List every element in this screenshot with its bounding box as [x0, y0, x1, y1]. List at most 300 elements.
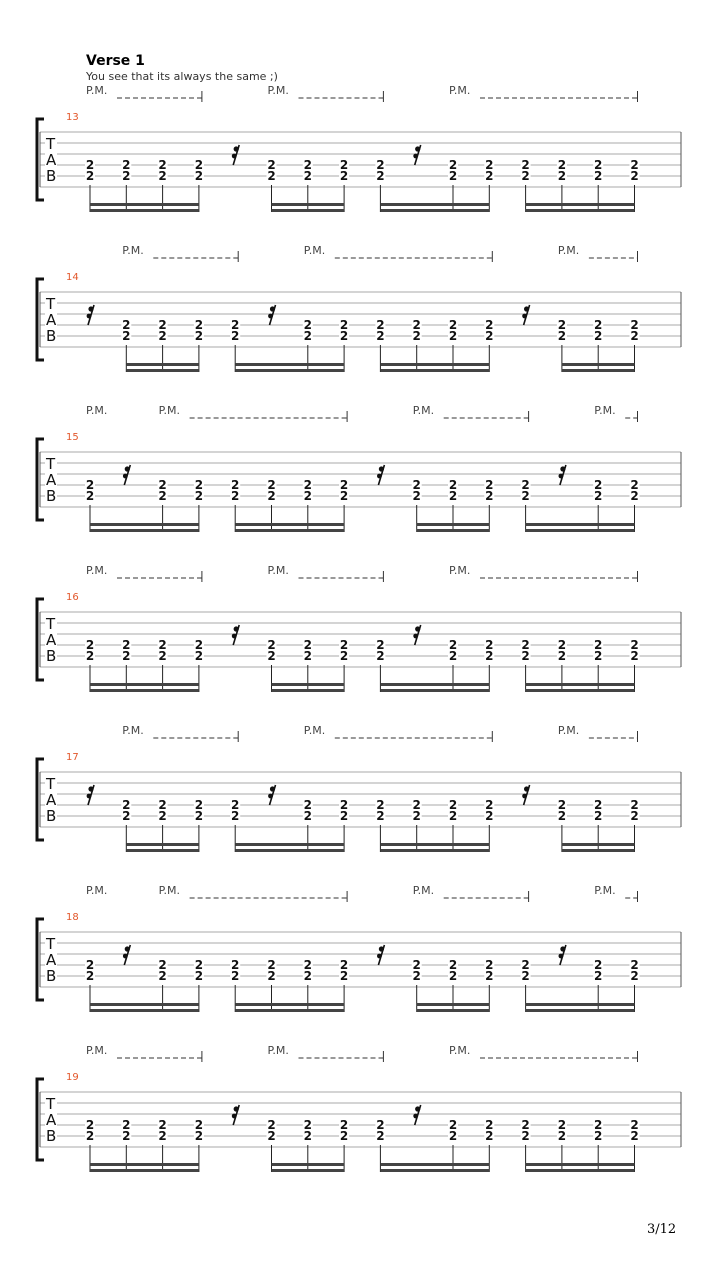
fret-number: 2 [485, 318, 494, 332]
fret-number: 2 [448, 158, 458, 172]
tab-clef-letter: T [46, 935, 56, 953]
beam [235, 529, 344, 532]
rest-icon [123, 474, 128, 479]
measure-number: 19 [66, 1072, 79, 1083]
section-title: Verse 1 [86, 53, 145, 69]
beam [526, 689, 635, 692]
beam [272, 209, 345, 212]
fret-number: 2 [448, 489, 458, 503]
fret-number: 2 [485, 649, 494, 663]
fret-number: 2 [303, 649, 312, 663]
fret-number: 2 [339, 1118, 349, 1132]
beam [380, 689, 489, 692]
measure-number: 16 [66, 592, 79, 603]
rest-icon [559, 954, 564, 959]
fret-number: 2 [158, 1129, 167, 1143]
beam [526, 1009, 635, 1012]
rest-icon [268, 314, 273, 319]
rest-icon [232, 154, 237, 159]
fret-number: 2 [303, 478, 312, 492]
rest-icon [125, 946, 130, 951]
rest-icon [234, 1106, 239, 1111]
rest-icon [232, 634, 237, 639]
tab-clef-letter: T [46, 455, 56, 473]
palm-mute-label: P.M. [122, 724, 144, 737]
fret-number: 2 [448, 318, 458, 332]
beam [235, 843, 344, 846]
fret-number: 2 [630, 649, 639, 663]
fret-number: 2 [630, 1129, 639, 1143]
fret-number: 2 [158, 638, 167, 652]
tab-clef-letter: B [46, 807, 57, 825]
palm-mute-label: P.M. [158, 884, 181, 897]
tab-clef-letter: B [46, 647, 57, 665]
fret-number: 2 [630, 1118, 639, 1132]
rest-icon [522, 314, 527, 319]
beam [562, 849, 635, 852]
beam [90, 689, 199, 692]
fret-number: 2 [376, 638, 385, 652]
fret-number: 2 [594, 809, 603, 823]
fret-number: 2 [122, 809, 131, 823]
beam [235, 1003, 344, 1006]
fret-number: 2 [339, 638, 349, 652]
rest-icon [413, 634, 418, 639]
fret-number: 2 [267, 958, 276, 972]
fret-number: 2 [194, 489, 204, 503]
beam [272, 689, 345, 692]
rest-icon [270, 306, 275, 311]
fret-number: 2 [267, 489, 276, 503]
beam [90, 523, 199, 526]
fret-number: 2 [85, 1129, 95, 1143]
fret-number: 2 [122, 158, 131, 172]
fret-number: 2 [521, 489, 530, 503]
beam [235, 369, 344, 372]
beam [235, 849, 344, 852]
fret-number: 2 [412, 809, 421, 823]
fret-number: 2 [521, 638, 530, 652]
beam [90, 1003, 199, 1006]
fret-number: 2 [303, 489, 312, 503]
fret-number: 2 [339, 489, 349, 503]
measure-number: 15 [66, 432, 79, 443]
beam [417, 1009, 490, 1012]
fret-number: 2 [594, 489, 603, 503]
fret-number: 2 [158, 478, 167, 492]
fret-number: 2 [194, 809, 204, 823]
fret-number: 2 [231, 809, 240, 823]
rest-icon [524, 786, 529, 791]
beam [380, 209, 489, 212]
fret-number: 2 [339, 169, 349, 183]
tab-clef-letter: B [46, 967, 57, 985]
fret-number: 2 [376, 1118, 385, 1132]
tab-clef-letter: A [46, 1111, 57, 1129]
fret-number: 2 [85, 958, 95, 972]
fret-number: 2 [194, 318, 204, 332]
fret-number: 2 [594, 969, 603, 983]
fret-number: 2 [557, 329, 567, 343]
fret-number: 2 [485, 489, 494, 503]
fret-number: 2 [158, 158, 167, 172]
beam [90, 1009, 199, 1012]
fret-number: 2 [339, 958, 349, 972]
tab-clef-letter: A [46, 631, 57, 649]
fret-number: 2 [231, 478, 240, 492]
palm-mute-label: P.M. [122, 244, 144, 257]
beam [126, 363, 199, 366]
fret-number: 2 [85, 638, 95, 652]
beam [380, 849, 489, 852]
rest-icon [415, 1106, 420, 1111]
fret-number: 2 [557, 318, 567, 332]
fret-number: 2 [158, 169, 167, 183]
fret-number: 2 [521, 478, 530, 492]
tab-clef-letter: A [46, 951, 57, 969]
tab-clef-letter: B [46, 327, 57, 345]
measure-number: 13 [66, 112, 79, 123]
fret-number: 2 [630, 478, 639, 492]
fret-number: 2 [267, 649, 276, 663]
beam [90, 1163, 199, 1166]
fret-number: 2 [521, 649, 530, 663]
fret-number: 2 [448, 649, 458, 663]
fret-number: 2 [231, 798, 240, 812]
measure-number: 18 [66, 912, 79, 923]
fret-number: 2 [485, 638, 494, 652]
beam [272, 683, 345, 686]
beam [380, 203, 489, 206]
measure-number: 17 [66, 752, 79, 763]
fret-number: 2 [85, 158, 95, 172]
fret-number: 2 [448, 638, 458, 652]
rest-icon [88, 786, 93, 791]
fret-number: 2 [339, 649, 349, 663]
fret-number: 2 [594, 318, 603, 332]
beam [126, 843, 199, 846]
rest-icon [87, 794, 92, 799]
fret-number: 2 [630, 798, 639, 812]
beam [417, 529, 490, 532]
rest-icon [232, 1114, 237, 1119]
fret-number: 2 [267, 1129, 276, 1143]
fret-number: 2 [630, 169, 639, 183]
fret-number: 2 [557, 1129, 567, 1143]
rest-icon [87, 314, 92, 319]
fret-number: 2 [303, 158, 312, 172]
beam [272, 203, 345, 206]
fret-number: 2 [194, 798, 204, 812]
fret-number: 2 [376, 1129, 385, 1143]
fret-number: 2 [158, 329, 167, 343]
fret-number: 2 [194, 158, 204, 172]
fret-number: 2 [448, 798, 458, 812]
fret-number: 2 [122, 798, 131, 812]
fret-number: 2 [339, 809, 349, 823]
rest-icon [524, 306, 529, 311]
fret-number: 2 [630, 318, 639, 332]
palm-mute-label: P.M. [86, 564, 108, 577]
fret-number: 2 [448, 969, 458, 983]
beam [235, 1009, 344, 1012]
fret-number: 2 [485, 798, 494, 812]
beam [126, 849, 199, 852]
beam [380, 683, 489, 686]
fret-number: 2 [122, 1118, 131, 1132]
beam [380, 1163, 489, 1166]
beam [380, 369, 489, 372]
fret-number: 2 [122, 318, 131, 332]
rest-icon [123, 954, 128, 959]
tab-clef-letter: T [46, 295, 56, 313]
rest-icon [413, 154, 418, 159]
palm-mute-label: P.M. [557, 724, 580, 737]
fret-number: 2 [194, 1129, 204, 1143]
fret-number: 2 [630, 329, 639, 343]
rest-icon [413, 1114, 418, 1119]
fret-number: 2 [194, 638, 204, 652]
fret-number: 2 [339, 1129, 349, 1143]
fret-number: 2 [376, 318, 385, 332]
fret-number: 2 [485, 969, 494, 983]
tab-clef-letter: B [46, 487, 57, 505]
rest-icon [234, 626, 239, 631]
beam [526, 523, 635, 526]
beam [417, 1003, 490, 1006]
fret-number: 2 [376, 169, 385, 183]
tab-clef-letter: B [46, 167, 57, 185]
beam [126, 369, 199, 372]
fret-number: 2 [231, 969, 240, 983]
fret-number: 2 [122, 649, 131, 663]
rest-icon [415, 626, 420, 631]
fret-number: 2 [630, 638, 639, 652]
fret-number: 2 [521, 1118, 530, 1132]
tab-clef-letter: A [46, 791, 57, 809]
fret-number: 2 [158, 1118, 167, 1132]
palm-mute-label: P.M. [557, 244, 580, 257]
palm-mute-label: P.M. [594, 884, 616, 897]
fret-number: 2 [85, 169, 95, 183]
section-subtitle: You see that its always the same ;) [86, 70, 278, 83]
fret-number: 2 [448, 169, 458, 183]
fret-number: 2 [594, 478, 603, 492]
fret-number: 2 [594, 1129, 603, 1143]
rest-icon [379, 466, 384, 471]
fret-number: 2 [158, 318, 167, 332]
fret-number: 2 [594, 158, 603, 172]
fret-number: 2 [557, 649, 567, 663]
fret-number: 2 [303, 169, 312, 183]
beam [526, 683, 635, 686]
fret-number: 2 [194, 329, 204, 343]
fret-number: 2 [267, 638, 276, 652]
fret-number: 2 [376, 649, 385, 663]
fret-number: 2 [521, 158, 530, 172]
fret-number: 2 [448, 1118, 458, 1132]
rest-icon [522, 794, 527, 799]
fret-number: 2 [85, 1118, 95, 1132]
fret-number: 2 [485, 478, 494, 492]
beam [526, 529, 635, 532]
rest-icon [377, 474, 382, 479]
beam [235, 523, 344, 526]
rest-icon [377, 954, 382, 959]
beam [380, 1169, 489, 1172]
fret-number: 2 [412, 969, 421, 983]
fret-number: 2 [412, 478, 421, 492]
beam [526, 1163, 635, 1166]
beam [562, 369, 635, 372]
palm-mute-label: P.M. [86, 1044, 108, 1057]
rest-icon [125, 466, 130, 471]
fret-number: 2 [630, 809, 639, 823]
fret-number: 2 [339, 318, 349, 332]
fret-number: 2 [303, 1129, 312, 1143]
fret-number: 2 [376, 329, 385, 343]
beam [90, 683, 199, 686]
fret-number: 2 [630, 489, 639, 503]
fret-number: 2 [122, 329, 131, 343]
fret-number: 2 [448, 1129, 458, 1143]
fret-number: 2 [557, 809, 567, 823]
beam [272, 1169, 345, 1172]
fret-number: 2 [412, 798, 421, 812]
fret-number: 2 [412, 329, 421, 343]
fret-number: 2 [521, 958, 530, 972]
beam [380, 843, 489, 846]
fret-number: 2 [231, 318, 240, 332]
rest-icon [268, 794, 273, 799]
fret-number: 2 [412, 489, 421, 503]
fret-number: 2 [339, 158, 349, 172]
fret-number: 2 [85, 478, 95, 492]
beam [380, 363, 489, 366]
fret-number: 2 [376, 158, 385, 172]
tab-clef-letter: T [46, 135, 56, 153]
fret-number: 2 [267, 1118, 276, 1132]
fret-number: 2 [485, 958, 494, 972]
fret-number: 2 [231, 958, 240, 972]
rest-icon [560, 946, 565, 951]
fret-number: 2 [376, 809, 385, 823]
fret-number: 2 [303, 958, 312, 972]
palm-mute-label: P.M. [412, 404, 435, 417]
fret-number: 2 [85, 649, 95, 663]
fret-number: 2 [267, 158, 276, 172]
fret-number: 2 [303, 329, 312, 343]
beam [417, 523, 490, 526]
tab-clef-letter: A [46, 471, 57, 489]
fret-number: 2 [485, 169, 494, 183]
palm-mute-label: P.M. [267, 564, 289, 577]
beam [90, 1169, 199, 1172]
rest-icon [560, 466, 565, 471]
fret-number: 2 [557, 158, 567, 172]
palm-mute-label: P.M. [449, 1044, 471, 1057]
fret-number: 2 [194, 169, 204, 183]
fret-number: 2 [485, 1129, 494, 1143]
fret-number: 2 [448, 809, 458, 823]
fret-number: 2 [594, 329, 603, 343]
rest-icon [415, 146, 420, 151]
fret-number: 2 [485, 329, 494, 343]
palm-mute-label: P.M. [267, 1044, 289, 1057]
palm-mute-label: P.M. [449, 564, 471, 577]
fret-number: 2 [267, 969, 276, 983]
beam [272, 1163, 345, 1166]
fret-number: 2 [303, 969, 312, 983]
rest-icon [559, 474, 564, 479]
rest-icon [234, 146, 239, 151]
tab-clef-letter: T [46, 1095, 56, 1113]
palm-mute-label: P.M. [594, 404, 616, 417]
fret-number: 2 [85, 969, 95, 983]
tab-clef-letter: B [46, 1127, 57, 1145]
fret-number: 2 [448, 329, 458, 343]
fret-number: 2 [339, 798, 349, 812]
fret-number: 2 [594, 649, 603, 663]
fret-number: 2 [521, 969, 530, 983]
palm-mute-label: P.M. [267, 84, 289, 97]
rest-icon [379, 946, 384, 951]
fret-number: 2 [630, 958, 639, 972]
fret-number: 2 [594, 169, 603, 183]
fret-number: 2 [303, 638, 312, 652]
palm-mute-label: P.M. [412, 884, 435, 897]
fret-number: 2 [158, 798, 167, 812]
fret-number: 2 [485, 1118, 494, 1132]
fret-number: 2 [194, 969, 204, 983]
fret-number: 2 [158, 649, 167, 663]
fret-number: 2 [339, 329, 349, 343]
fret-number: 2 [521, 169, 530, 183]
fret-number: 2 [158, 958, 167, 972]
tab-clef-letter: A [46, 311, 57, 329]
fret-number: 2 [303, 809, 312, 823]
fret-number: 2 [412, 958, 421, 972]
fret-number: 2 [194, 958, 204, 972]
beam [562, 843, 635, 846]
beam [526, 1169, 635, 1172]
fret-number: 2 [376, 798, 385, 812]
fret-number: 2 [448, 478, 458, 492]
fret-number: 2 [594, 638, 603, 652]
fret-number: 2 [594, 798, 603, 812]
fret-number: 2 [231, 489, 240, 503]
rest-icon [270, 786, 275, 791]
beam [90, 209, 199, 212]
beam [562, 363, 635, 366]
beam [526, 209, 635, 212]
fret-number: 2 [521, 1129, 530, 1143]
fret-number: 2 [557, 798, 567, 812]
tab-clef-letter: A [46, 151, 57, 169]
fret-number: 2 [630, 158, 639, 172]
fret-number: 2 [339, 969, 349, 983]
fret-number: 2 [267, 169, 276, 183]
palm-mute-label: P.M. [86, 404, 108, 417]
tab-clef-letter: T [46, 775, 56, 793]
fret-number: 2 [194, 649, 204, 663]
fret-number: 2 [557, 638, 567, 652]
fret-number: 2 [485, 158, 494, 172]
palm-mute-label: P.M. [303, 724, 326, 737]
tab-clef-letter: T [46, 615, 56, 633]
fret-number: 2 [122, 1129, 131, 1143]
fret-number: 2 [303, 1118, 312, 1132]
